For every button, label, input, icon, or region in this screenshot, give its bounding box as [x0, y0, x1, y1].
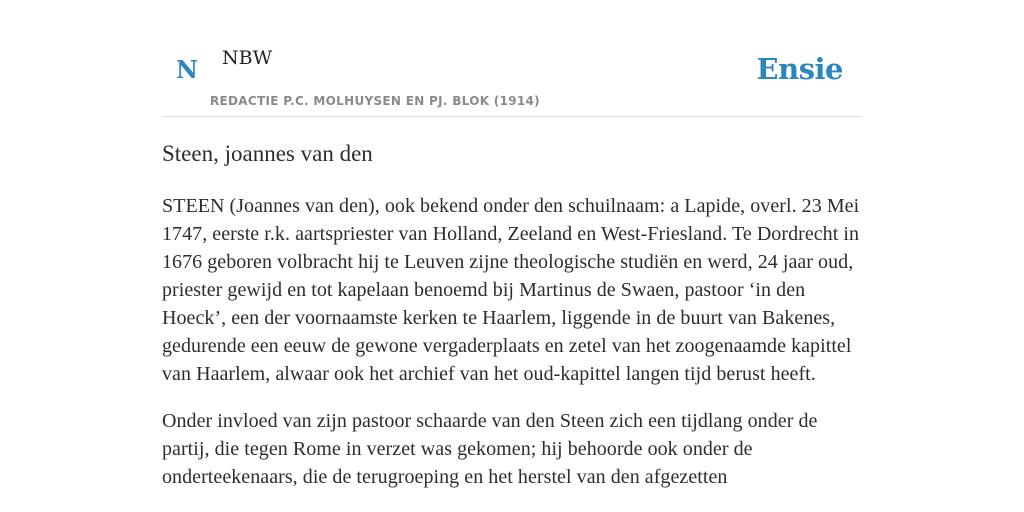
article-title: Steen, joannes van den [162, 141, 373, 166]
source-name-link[interactable]: NBW [222, 47, 273, 69]
article-paragraph-1: STEEN (Joannes van den), ook bekend onder den schuilnaam: a Lapide, overl. 23 Mei 1747, eerste r.k. aartspriester van Holland, Zeeland en West-Friesland. Te Dordrecht in 1676 geboren volbracht hij te Leuven zijne theologische studiën en werd, 24 jaar oud, priester gewijd en tot kapelaan benoemd bij Martinus de Swaen, pastoor ‘in den Hoeck’, een der voornaamste kerken te Haarlem, liggende in de buurt van Bakenes, gedurende een eeuw de gewone vergaderplaats en zetel van het zoogenaamde kapittel van Haarlem, alwaar ook het archief van het oud-kapittel langen tijd berust heeft. [162, 195, 860, 385]
source-subtitle: REDACTIE P.C. MOLHUYSEN EN PJ. BLOK (1914) [210, 94, 540, 108]
article-paragraph-2: Onder invloed van zijn pastoor schaarde van den Steen zich een tijdlang onder de partij, die tegen Rome in verzet was gekomen; hij behoorde ook onder de onderteekenaars, die de terugroeping en het herstel van den afgezetten [162, 410, 818, 488]
article [162, 138, 862, 491]
source-header [162, 0, 862, 117]
ensie-logo-link[interactable]: Ensie [756, 52, 843, 86]
source-logo[interactable]: N [176, 55, 198, 84]
